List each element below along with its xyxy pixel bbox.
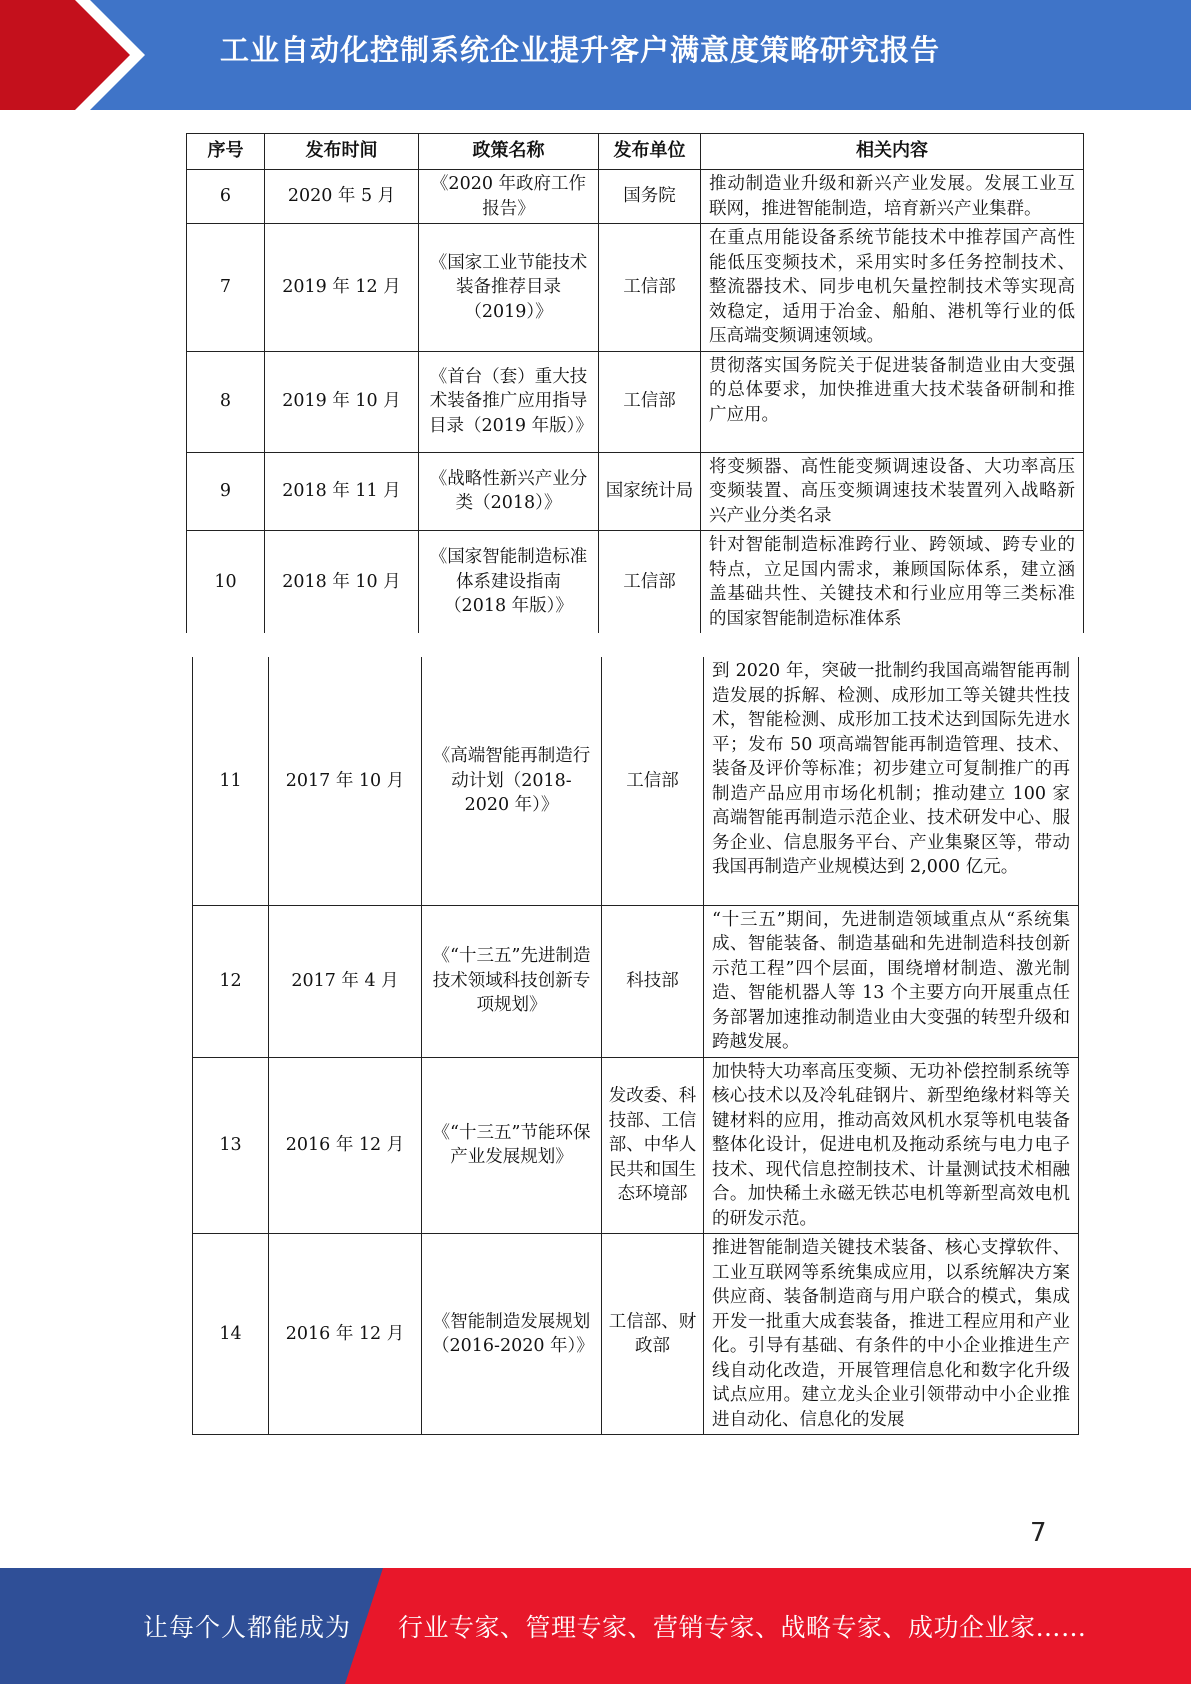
table-row: [193, 1057, 1079, 1234]
col-header-issuer: 发布单位: [599, 134, 701, 170]
row-content: 加快特大功率高压变频、无功补偿控制系统等核心技术以及冷轧硅钢片、新型绝缘材料等关键材料的应用，推动高效风机水泵等机电装备整体化设计，促进电机及拖动系统与电力电子技术、现代信息控制技术、计量测试技术相融合。加快稀土永磁无铁芯电机等新型高效电机的研发示范。: [704, 1057, 1079, 1234]
row-policy-name: 《国家工业节能技术装备推荐目录（2019）》: [419, 224, 599, 352]
row-no: 6: [187, 170, 265, 224]
col-header-no: 序号: [187, 134, 265, 170]
row-content: 将变频器、高性能变频调速设备、大功率高压变频装置、高压变频调速技术装置列入战略新兴产业分类名录: [701, 452, 1084, 531]
row-policy-name: 《高端智能再制造行动计划（2018-2020 年）》: [422, 657, 602, 905]
row-date: 2018 年 10 月: [265, 531, 419, 634]
policy-table-part-2: [192, 657, 1079, 1435]
row-date: 2016 年 12 月: [269, 1057, 422, 1234]
row-content: 针对智能制造标准跨行业、跨领域、跨专业的特点，立足国内需求，兼顾国际体系，建立涵盖基础共性、关键技术和行业应用等三类标准的国家智能制造标准体系: [701, 531, 1084, 634]
row-date: 2020 年 5 月: [265, 170, 419, 224]
row-policy-name: 《战略性新兴产业分类（2018）》: [419, 452, 599, 531]
row-no: 9: [187, 452, 265, 531]
row-content: “十三五”期间，先进制造领域重点从“系统集成、智能装备、制造基础和先进制造科技创新示范工程”四个层面，围绕增材制造、激光制造、智能机器人等 13 个主要方向开展重点任务部署加速推动制造业由大变强的转型升级和跨越发展。: [704, 905, 1079, 1057]
row-no: 10: [187, 531, 265, 634]
row-policy-name: 《智能制造发展规划（2016-2020 年）》: [422, 1234, 602, 1435]
footer-slogan-left: 让每个人都能成为: [143, 1613, 352, 1642]
page-header: [0, 0, 1191, 110]
report-title: 工业自动化控制系统企业提升客户满意度策略研究报告: [220, 33, 941, 67]
row-content: 贯彻落实国务院关于促进装备制造业由大变强的总体要求，加快推进重大技术装备研制和推广应用。: [701, 351, 1084, 452]
row-policy-name: 《国家智能制造标准体系建设指南（2018 年版）》: [419, 531, 599, 634]
row-issuer: 国务院: [599, 170, 701, 224]
row-date: 2017 年 10 月: [269, 657, 422, 905]
row-issuer: 工信部: [599, 351, 701, 452]
col-header-policy-name: 政策名称: [419, 134, 599, 170]
row-issuer: 科技部: [602, 905, 704, 1057]
row-issuer: 发改委、科技部、工信部、中华人民共和国生态环境部: [602, 1057, 704, 1234]
col-header-date: 发布时间: [265, 134, 419, 170]
footer-slogan-right: 行业专家、管理专家、营销专家、战略专家、成功企业家……: [398, 1613, 1087, 1642]
row-content: 到 2020 年，突破一批制约我国高端智能再制造发展的拆解、检测、成形加工等关键共性技术，智能检测、成形加工技术达到国际先进水平；发布 50 项高端智能再制造管理、技术、装备及评价等标准；初步建立可复制推广的再制造产品应用市场化机制；推动建立 100 家高端智能再制造示范企业、技术研发中心、服务企业、信息服务平台、产业集聚区等，带动我国再制造产业规模达到 2,000 亿元。: [704, 657, 1079, 905]
row-content: 推进智能制造关键技术装备、核心支撑软件、工业互联网等系统集成应用，以系统解决方案供应商、装备制造商与用户联合的模式，集成开发一批重大成套装备，推进工程应用和产业化。引导有基础、有条件的中小企业推进生产线自动化改造，开展管理信息化和数字化升级试点应用。建立龙头企业引领带动中小企业推进自动化、信息化的发展: [704, 1234, 1079, 1435]
row-no: 11: [193, 657, 269, 905]
row-no: 13: [193, 1057, 269, 1234]
row-policy-name: 《首台（套）重大技术装备推广应用指导目录（2019 年版）》: [419, 351, 599, 452]
row-issuer: 工信部: [602, 657, 704, 905]
row-policy-name: 《“十三五”先进制造技术领域科技创新专项规划》: [422, 905, 602, 1057]
row-date: 2017 年 4 月: [269, 905, 422, 1057]
row-no: 8: [187, 351, 265, 452]
table-row: [187, 452, 1084, 531]
table-row: [187, 224, 1084, 352]
policy-table-part-1: [186, 133, 1084, 633]
row-date: 2019 年 10 月: [265, 351, 419, 452]
page-number: 7: [1030, 1518, 1047, 1548]
row-no: 12: [193, 905, 269, 1057]
table-row: [187, 170, 1084, 224]
row-date: 2019 年 12 月: [265, 224, 419, 352]
row-no: 7: [187, 224, 265, 352]
row-policy-name: 《2020 年政府工作报告》: [419, 170, 599, 224]
page-footer: [0, 1568, 1191, 1684]
row-issuer: 国家统计局: [599, 452, 701, 531]
row-issuer: 工信部、财政部: [602, 1234, 704, 1435]
row-content: 在重点用能设备系统节能技术中推荐国产高性能低压变频技术，采用实时多任务控制技术、整流器技术、同步电机矢量控制技术等实现高效稳定，适用于冶金、船舶、港机等行业的低压高端变频调速领域。: [701, 224, 1084, 352]
table-row: [187, 351, 1084, 452]
row-date: 2018 年 11 月: [265, 452, 419, 531]
row-no: 14: [193, 1234, 269, 1435]
table-row: [193, 905, 1079, 1057]
col-header-content: 相关内容: [701, 134, 1084, 170]
row-date: 2016 年 12 月: [269, 1234, 422, 1435]
table-row: [193, 1234, 1079, 1435]
row-issuer: 工信部: [599, 224, 701, 352]
table-row: [193, 657, 1079, 905]
table-row: [187, 531, 1084, 634]
table-header-row: [187, 134, 1084, 170]
row-issuer: 工信部: [599, 531, 701, 634]
row-policy-name: 《“十三五”节能环保产业发展规划》: [422, 1057, 602, 1234]
row-content: 推动制造业升级和新兴产业发展。发展工业互联网，推进智能制造，培育新兴产业集群。: [701, 170, 1084, 224]
